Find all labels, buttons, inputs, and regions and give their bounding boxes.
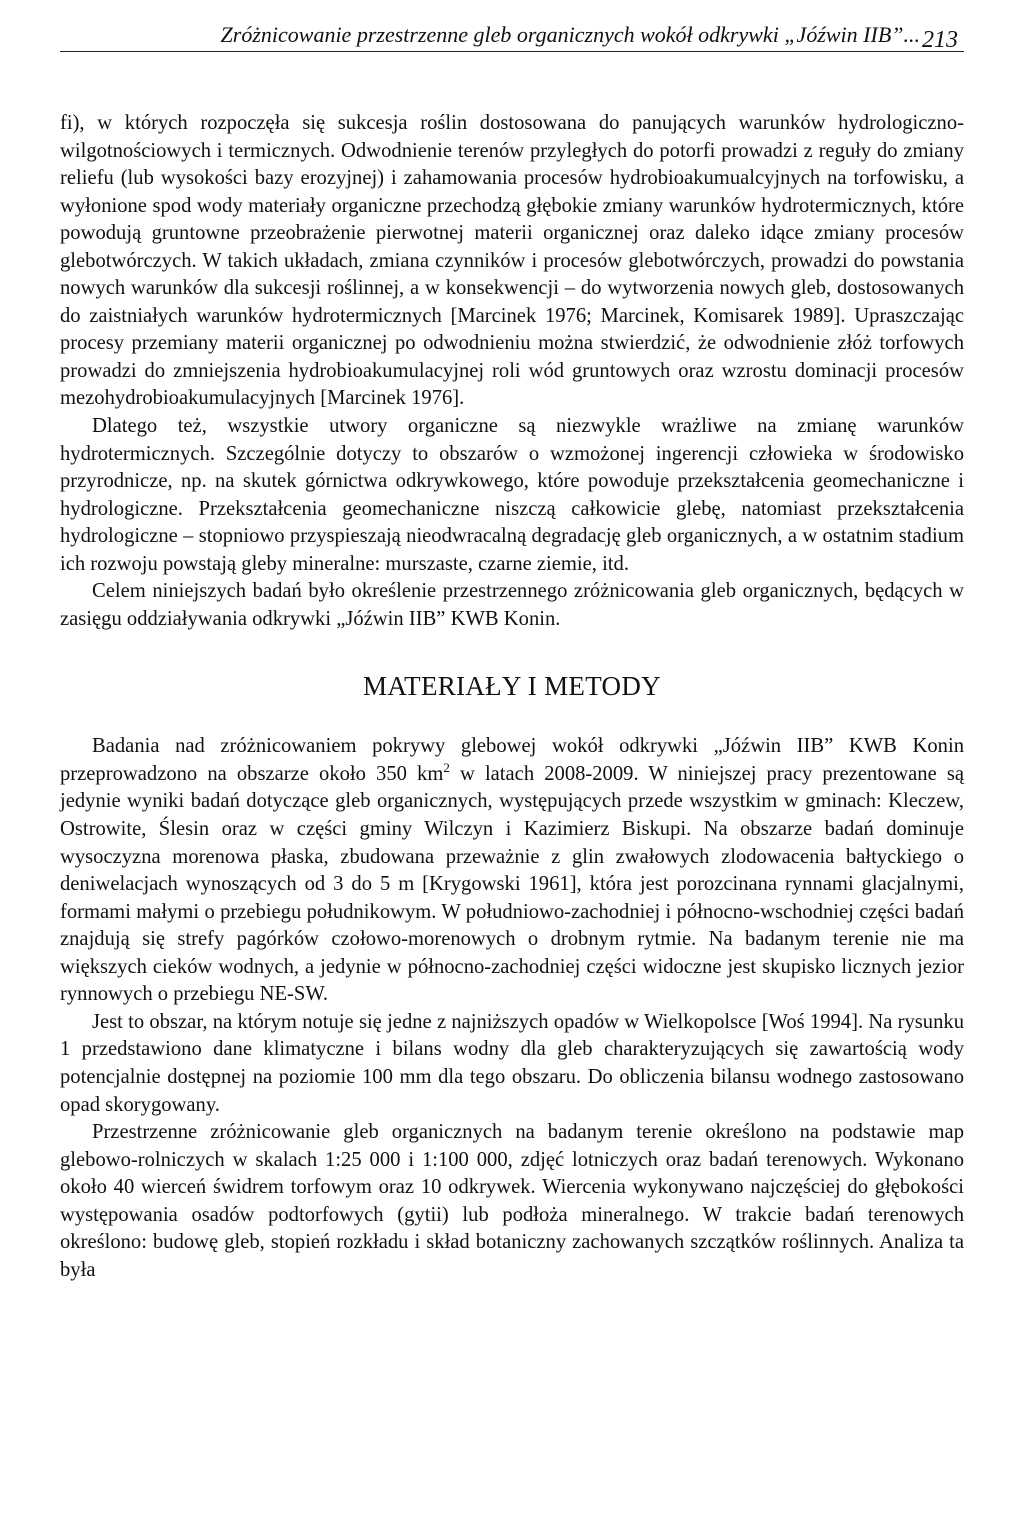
paragraph-intro-1: fi), w których rozpoczęła się sukcesja roślin dostosowana do panujących warunków hydrologiczno-wilgotnościowych i termicznych. Odwodnienie terenów przyległych do potorfi prowadzi z reguły do zmiany reliefu (lub wysokości bazy erozyjnej) i zahamowania procesów hydrobioakumualcyjnych na torfowisku, a wyłonione spod wody materiały organiczne przechodzą głębokie zmiany warunków hydrotermicznych, które powodują gruntowne przeobrażenie pierwotnej materii organicznej oraz daleko idące zmiany procesów glebotwórczych. W takich układach, zmiana czynników i procesów glebotwórczych, prowadzi do powstania nowych warunków dla sukcesji roślinnej, a w konsekwencji – do wytworzenia nowych gleb, dostosowanych do zaistniałych warunków hydrotermicznych [Marcinek 1976; Marcinek, Komisarek 1989]. Upraszczając procesy przemiany materii organicznej po odwodnieniu można stwierdzić, że odwodnienie złóż torfowych prowadzi do zmniejszenia hydrobioakumulacyjnej roli wód gruntowych oraz wzrostu dominacji procesów mezohydrobioakumulacyjnych [Marcinek 1976]. <box>60 112 964 410</box>
running-header <box>60 18 964 52</box>
paragraph-methods-1-part-a: Badania nad zróżnicowaniem pokrywy glebowej wokół odkrywki „Jóźwin IIB” KWB Konin przeprowadzono na obszarze około 350 km <box>60 735 964 785</box>
section-heading: MATERIAŁY I METODY <box>363 671 661 702</box>
body-text <box>60 110 964 1284</box>
paragraph-methods-2: Jest to obszar, na którym notuje się jedne z najniższych opadów w Wielkopolsce [Woś 1994]. Na rysunku 1 przedstawiono dane klimatyczne i bilans wodny dla gleb charakteryzujących się zawartością wody potencjalnie dostępnej na poziomie 100 mm dla tego obszaru. Do obliczenia bilansu wodnego zastosowano opad skorygowany. <box>60 1010 964 1116</box>
paragraph-methods-1 <box>60 733 964 1008</box>
page <box>60 0 964 1284</box>
paragraph-methods-3: Przestrzenne zróżnicowanie gleb organicznych na badanym terenie określono na podstawie map glebowo-rolniczych w skalach 1:25 000 i 1:100 000, zdjęć lotniczych oraz badań terenowych. Wykonano około 40 wierceń świdrem torfowym oraz 10 odkrywek. Wiercenia wykonywano najczęściej do głębokości występowania osadów podtorfowych (gytii) lub podłoża mineralnego. W trakcie badań terenowych określono: budowę gleb, stopień rozkładu i skład botaniczny zachowanych szczątków roślinnych. Analiza ta była <box>60 1121 964 1281</box>
paragraph-intro-2: Dlatego też, wszystkie utwory organiczne są niezwykle wrażliwe na zmianę warunków hydrotermicznych. Szczególnie dotyczy to obszarów o wzmożonej ingerencji człowieka w środowisko przyrodnicze, np. na skutek górnictwa odkrywkowego, które powoduje przekształcenia geomechaniczne i hydrologiczne. Przekształcenia geomechaniczne niszczą całkowicie glebę, natomiast przekształcenia hydrologiczne – stopniowo przyspieszają nieodwracalną degradację gleb organicznych, a w ostatnim stadium ich rozwoju powstają gleby mineralne: murszaste, czarne ziemie, itd. <box>60 415 964 575</box>
paragraph-intro-3: Celem niniejszych badań było określenie przestrzennego zróżnicowania gleb organicznych, będących w zasięgu oddziaływania odkrywki „Jóźwin IIB” KWB Konin. <box>60 580 964 630</box>
running-title: Zróżnicowanie przestrzenne gleb organicznych wokół odkrywki „Jóźwin IIB”... <box>220 22 920 47</box>
page-number: 213 <box>922 27 958 53</box>
paragraph-methods-1-part-b: w latach 2008-2009. W niniejszej pracy prezentowane są jedynie wyniki badań dotyczące gleb organicznych, występujących przede wszystkim w gminach: Kleczew, Ostrowite, Ślesin oraz w części gminy Wilczyn i Kazimierz Biskupi. Na obszarze badań dominuje wysoczyzna morenowa płaska, zbudowana przeważnie z glin zwałowych zlodowacenia bałtyckiego o deniwelacjach wynoszących od 3 do 5 m [Krygowski 1961], która jest porozcinana rynnami glacjalnymi, formami małymi o przebiegu południkowym. W południowo-zachodniej i północno-wschodniej części badań znajdują się strefy pagórków czołowo-morenowych o drobnym rytmie. Na badanym terenie nie ma większych cieków wodnych, a jedynie w północno-zachodniej części widoczne jest skupisko licznych jezior rynnowych o przebiegu NE-SW. <box>60 762 964 1006</box>
superscript-2: 2 <box>443 760 450 776</box>
